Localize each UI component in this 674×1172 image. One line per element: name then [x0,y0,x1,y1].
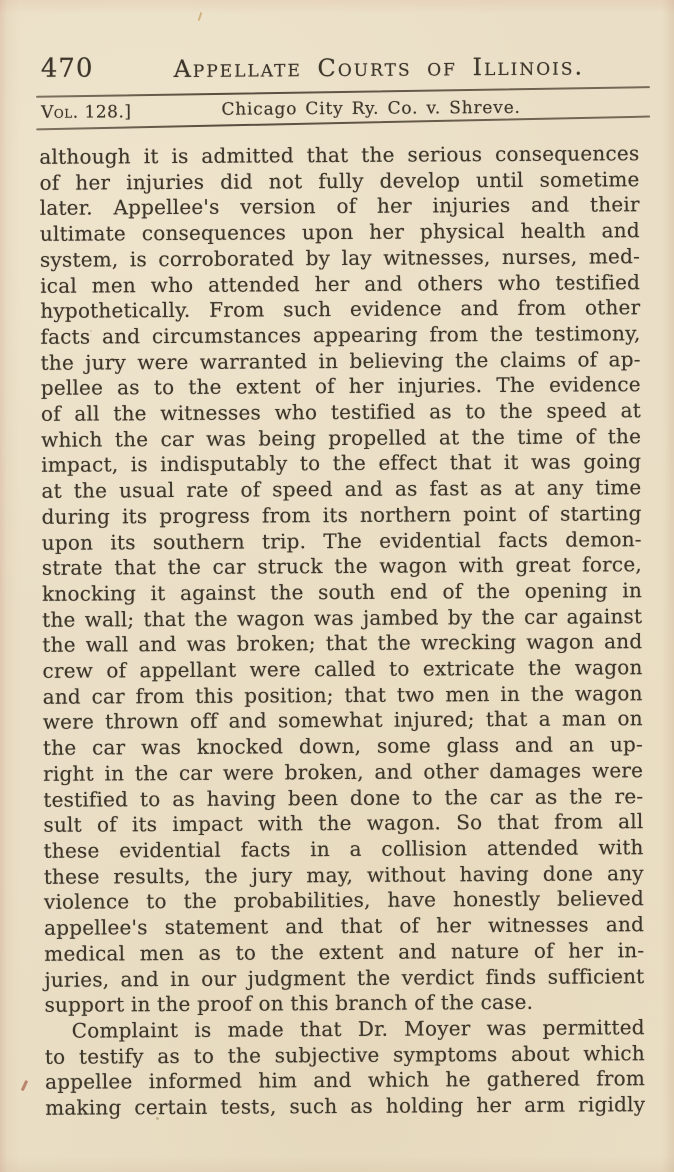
text-line: the wall and was broken; that the wrecking wagon and [42,629,643,658]
text-line: appellee informed him and which he gathered from [44,1066,646,1095]
text-line: violence to the probabilities, have honestly believed [43,886,644,915]
text-line: ical men who attended her and others who testified [40,269,641,298]
text-line: support in the proof on this branch of the case. [44,990,534,1017]
text-line: at the usual rate of speed and as fast as at any time [41,475,642,503]
text-line: of all the witnesses who testified as to the speed at [40,398,642,426]
text-line: sult of its impact with the wagon. So that from all [43,809,644,838]
text-line: appellee's statement and that of her witnesses and [44,912,645,940]
text-line: of her injuries did not fully develop until sometime [39,166,640,195]
text-line: these evidential facts in a collision attended with [43,835,644,863]
text-line: which the car was being propelled at the time of the [41,423,642,452]
text-line: Complaint is made that Dr. Moyer was permitted [71,1015,645,1043]
text-line: upon its southern trip. The evidential facts demon- [41,526,642,555]
text-line: and car from this position; that two men in the wagon [42,680,643,709]
text-line: right in the car were broken, and other damages were [43,758,644,786]
text-line: system, is corroborated by lay witnesses, nurses, med- [39,243,641,272]
text-line: hypothetically. From such evidence and from other [40,295,641,324]
text-line: testified to as having been done to the car as the re- [43,783,644,812]
text-line: the car was knocked down, some glass and an up- [42,732,644,760]
volume-label: Vol. 128.] [41,102,132,123]
text-line: making certain tests, such as holding her arm rigidly [45,1092,646,1120]
text-line: the jury were warranted in believing the claims of ap- [40,346,641,375]
text-line: impact, is indisputably to the effect that it was going [41,449,642,478]
running-header-title: Appellate Courts of Illinois. [173,52,585,83]
case-title: Chicago City Ry. Co. v. Shreve. [221,97,521,120]
text-line: during its progress from its northern point of starting [41,500,642,529]
text-line: pellee as to the extent of her injuries. The evidence [40,372,641,401]
text-line: facts and circumstances appearing from the testimony, [40,321,641,349]
header-rule-top [36,86,650,98]
text-line: crew of appellant were called to extricate the wagon [42,655,643,683]
text-line: later. Appellee's version of her injuries and their [39,192,640,221]
text-line: medical men as to the extent and nature of her in- [44,937,645,966]
text-line: to testify as to the subjective symptoms about which [44,1040,645,1069]
body-text [39,141,645,1121]
text-line: juries, and in our judgment the verdict finds sufficient [44,963,645,992]
text-line: ultimate consequences upon her physical health and [39,218,640,246]
text-line: strate that the car struck the wagon with great force, [41,552,642,581]
page-number: 470 [40,53,94,84]
text-line: the wall; that the wagon was jambed by the car against [42,603,643,632]
text-line: although it is admitted that the serious consequences [39,141,640,169]
text-line: were thrown off and somewhat injured; that a man on [42,706,643,735]
header-citation-line [41,97,641,123]
text-line: these results, the jury may, without having done any [43,860,644,889]
text-line: knocking it against the south end of the opening in [41,578,643,606]
